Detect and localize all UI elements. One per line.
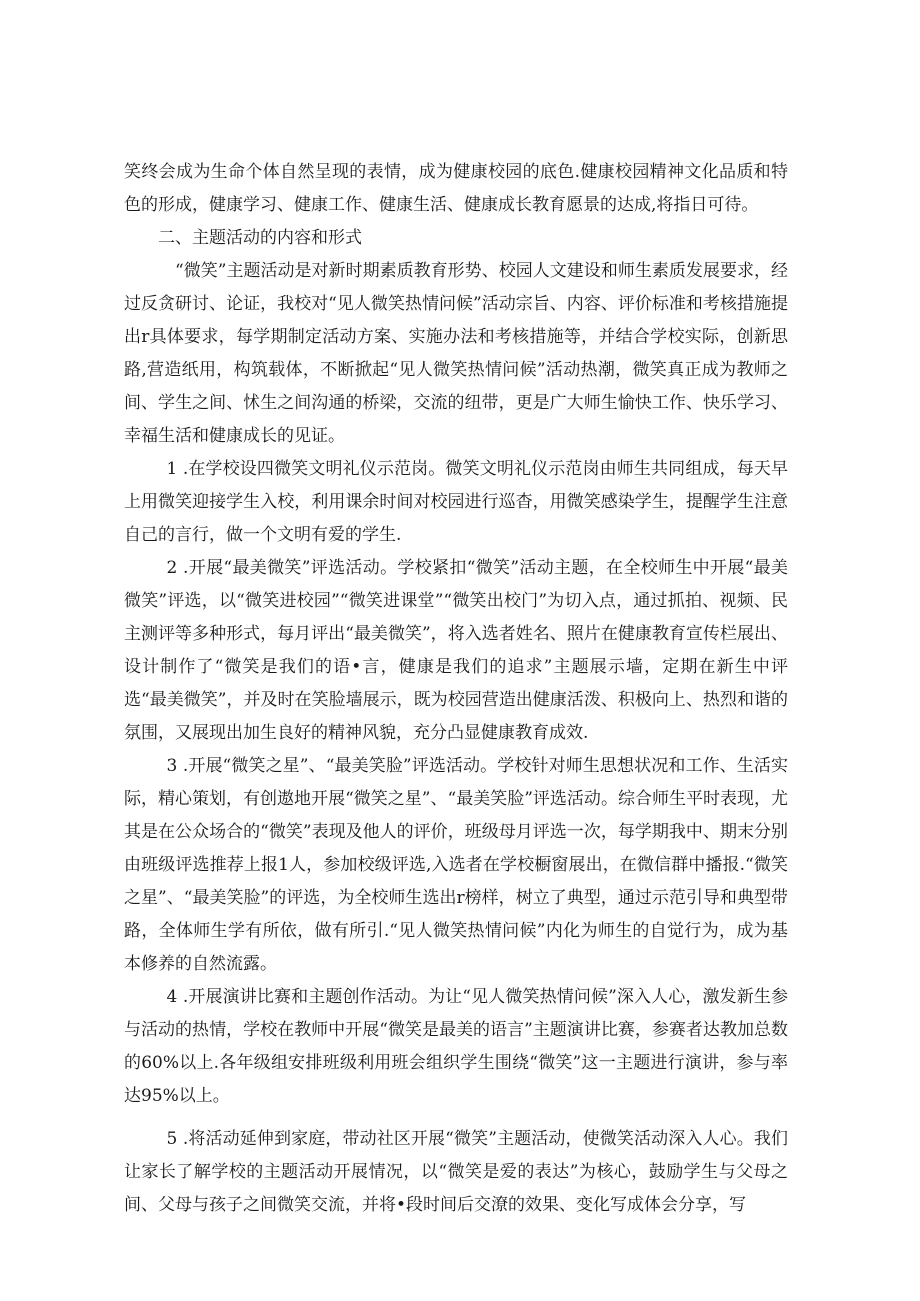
section-heading: 二、主题活动的内容和形式 <box>158 228 362 248</box>
list-item-3: 3 .开展“微笑之星”、“最美笑脸”评选活动。学校针对师生思想状况和工作、生活实际，精心策划，有创遨地开展“微笑之星”、“最美笑脸”评选活动。综合师生平时表现，尤其是在公众场合的“微笑”表现及他人的评价，班级母月评选一次，每学期我中、期末分别由班级评选推荐上报1人，参加校级评选,入选者在学校橱窗展出，在微信群中播报.“微笑之星”、“最美笑脸”的评选，为全校师生选出r榜样，树立了典型，通过示范引导和典型带路，全体师生学有所依，做有所引.“见人微笑热情问候”内化为师生的自觉行为，成为基本修养的自然流露。 <box>124 756 788 974</box>
list-item-5: 5 .将活动延伸到家庭，带动社区开展“微笑”主题活动，使微笑活动深入人心。我们让家长了解学校的主题活动开展情况，以“微笑是爱的表达”为核心，鼓励学生与父母之间、父母与孩子之间微笑交流，并将•段时间后交潦的效果、变化写成体会分享，写 <box>124 1129 788 1215</box>
list-item-4: 4 .开展演讲比赛和主题创作活动。为让“见人微笑热情问候”深入人心，激发新生参与活动的热情，学校在教师中开展“微笑是最美的语言”主题演讲比赛，参赛者达教加总数的60%以上.各年级组安排班级利用班会组织学生围绕“微笑”这一主题进行演讲，参与率达95%以上。 <box>124 987 788 1106</box>
document-body <box>124 156 788 1222</box>
list-item-1: 1 .在学校设四微笑文明礼仪示范岗。微笑文明礼仪示范岗由师生共同组成，每天早上用微笑迎接学生入校，利用课余时间对校园进行巡杳，用微笑感染学生，提醒学生注意自己的言行，做一个文明有爱的学生. <box>124 459 788 545</box>
list-item-2: 2 .开展“最美微笑”评选活动。学校紧扣“微笑”活动主题，在全校师生中开展“最美微笑”评选，以“微笑进校园”“微笑进课堂”“微笑出校门”为切入点，通过抓拍、视频、民主测评等多种形式，每月评出“最美微笑”，将入选者姓名、照片在健康教育宣传栏展出、设计制作了“微笑是我们的语•言，健康是我们的追求”主题展示墙，定期在新生中评选“最美微笑”，并及时在笑脸墙展示，既为校园营造出健康活泼、积极向上、热烈和谐的氛围，又展现出加生良好的精神风貌，充分凸显健康教育成效. <box>124 558 788 743</box>
paragraph-intro: “微笑”主题活动是对新时期素质教育形势、校园人文建设和师生素质发展要求，经过反贪研讨、论证，我校对“见人微笑热情问候”活动宗旨、内容、评价标准和考核措施提出r具体要求，每学期制定活动方案、实施办法和考核措施等，并结合学校实际，创新思路,营造纸用，构筑载体，不断掀起“见人微笑热情问候”活动热潮，微笑真正成为教师之间、学生之间、怵生之间沟通的桥梁，交流的纽带，更是广大师生愉快工作、快乐学习、幸福生活和健康成长的见证。 <box>124 261 788 446</box>
paragraph-continuation: 笑终会成为生命个体自然呈现的表情，成为健康校园的底色.健康校园精神文化品质和特色的形成，健康学习、健康工作、健康生活、健康成长教育愿景的达成,将指日可待。 <box>124 162 788 215</box>
